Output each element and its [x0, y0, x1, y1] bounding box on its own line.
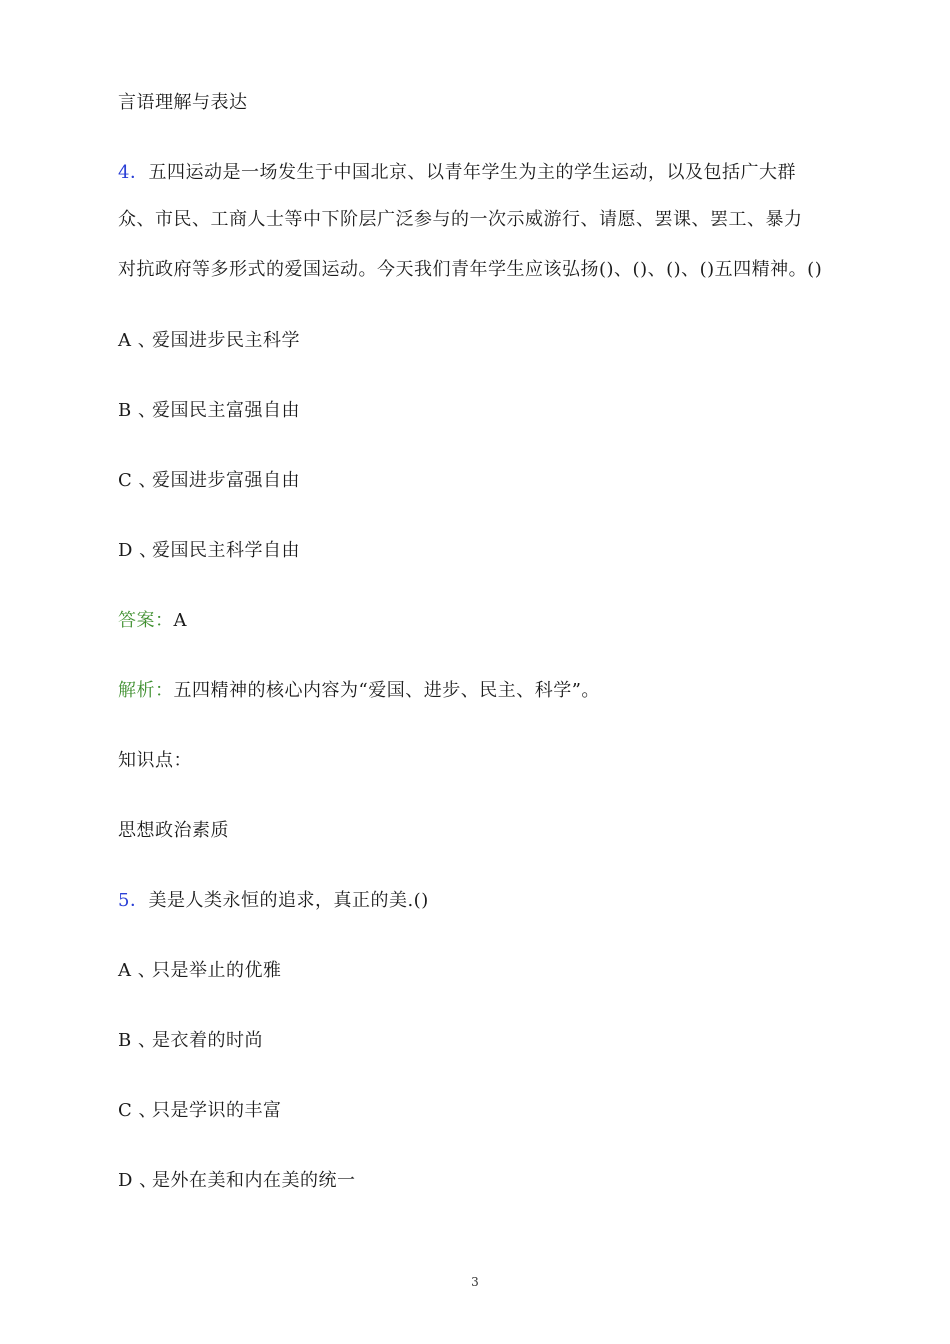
knowledge-label: 知识点：	[118, 750, 192, 771]
question-4-option-d	[118, 539, 300, 563]
option-text: 爱国民主富强自由	[152, 400, 300, 421]
answer-value: A	[173, 610, 187, 631]
question-5-option-c	[118, 1099, 282, 1123]
question-4-line-3: 对抗政府等多形式的爱国运动。今天我们青年学生应该弘扬()、()、()、()五四精神。()	[118, 259, 823, 280]
option-text: 只是举止的优雅	[152, 960, 282, 981]
question-5-option-a	[118, 959, 282, 983]
question-4-line-1	[118, 161, 796, 185]
option-text: 是外在美和内在美的统一	[152, 1170, 356, 1191]
question-5-number: 5．	[118, 890, 149, 911]
knowledge-value: 思想政治素质	[118, 820, 229, 841]
option-text: 爱国进步富强自由	[152, 470, 300, 491]
option-key: C 、	[118, 470, 157, 491]
section-title: 言语理解与表达	[118, 92, 248, 113]
option-key: B 、	[118, 1030, 157, 1051]
option-key: A 、	[118, 330, 157, 351]
question-4-number: 4．	[118, 162, 149, 183]
option-key: A 、	[118, 960, 157, 981]
option-key: B 、	[118, 400, 157, 421]
question-4-text-1: 五四运动是一场发生于中国北京、以青年学生为主的学生运动，以及包括广大群	[148, 162, 796, 183]
analysis-text: 五四精神的核心内容为“爱国、进步、民主、科学”。	[173, 680, 600, 701]
question-5-option-b	[118, 1029, 263, 1053]
page-number: 3	[471, 1275, 479, 1289]
question-5-option-d	[118, 1169, 356, 1193]
question-4-option-a	[118, 329, 300, 353]
question-5-text: 美是人类永恒的追求，真正的美.()	[148, 890, 429, 911]
question-5-line	[118, 889, 429, 913]
option-key: C 、	[118, 1100, 157, 1121]
answer-line	[118, 609, 187, 633]
option-key: D 、	[118, 1170, 158, 1191]
option-text: 爱国进步民主科学	[152, 330, 300, 351]
answer-label: 答案：	[118, 610, 174, 631]
question-4-option-b	[118, 399, 300, 423]
analysis-line	[118, 679, 600, 703]
option-text: 是衣着的时尚	[152, 1030, 263, 1051]
option-key: D 、	[118, 540, 158, 561]
option-text: 爱国民主科学自由	[152, 540, 300, 561]
analysis-label: 解析：	[118, 680, 174, 701]
question-4-option-c	[118, 469, 300, 493]
question-4-line-2: 众、市民、工商人士等中下阶层广泛参与的一次示威游行、请愿、罢课、罢工、暴力	[118, 209, 803, 230]
option-text: 只是学识的丰富	[152, 1100, 282, 1121]
